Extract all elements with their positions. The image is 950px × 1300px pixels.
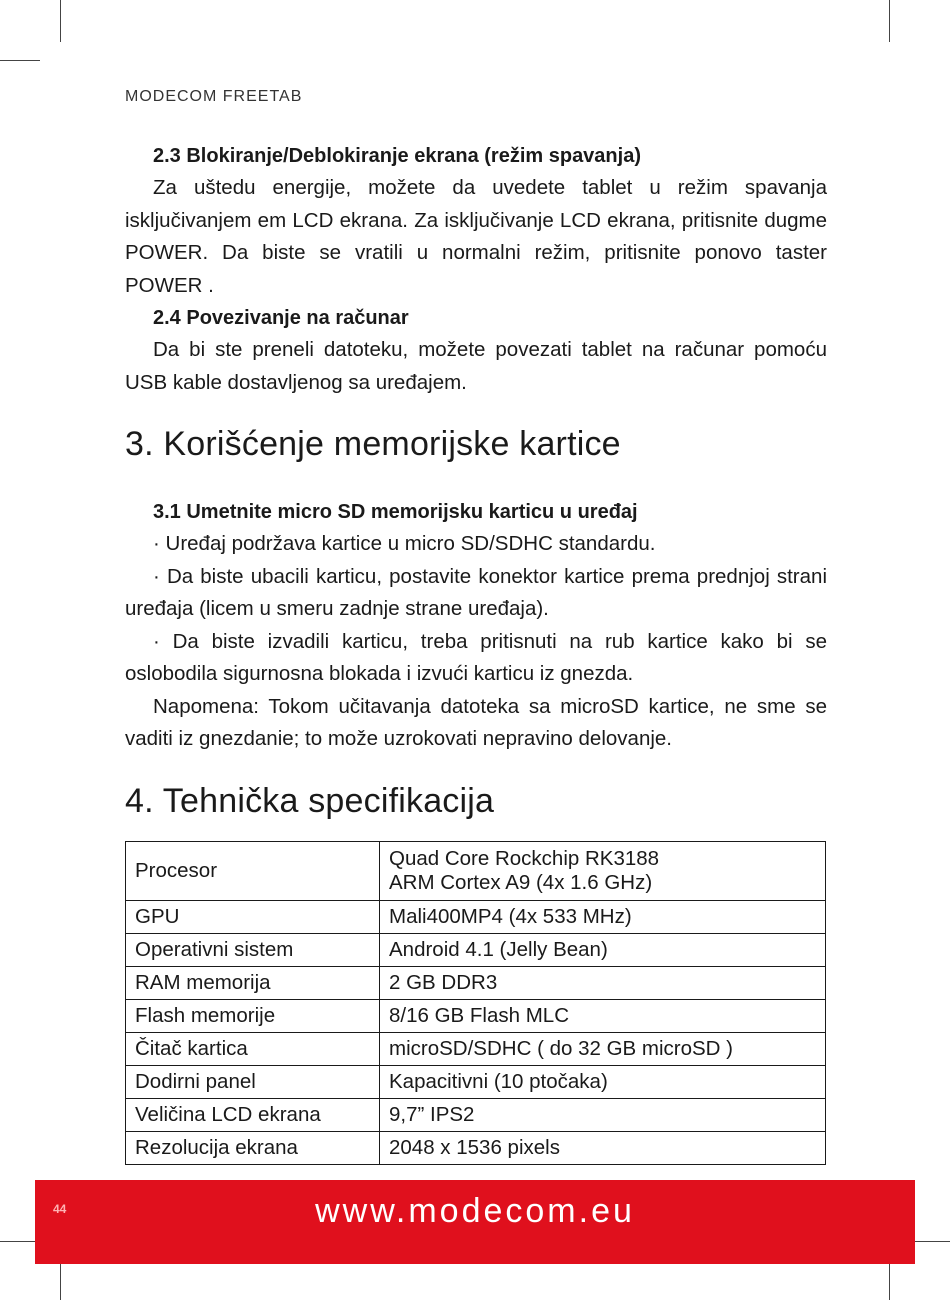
table-row — [126, 1098, 826, 1131]
spec-value: 8/16 GB Flash MLC — [380, 999, 826, 1032]
table-row — [126, 966, 826, 999]
spec-value: microSD/SDHC ( do 32 GB microSD ) — [380, 1032, 826, 1065]
spec-value: Android 4.1 (Jelly Bean) — [380, 933, 826, 966]
spec-value: 2048 x 1536 pixels — [380, 1131, 826, 1164]
table-row — [126, 1131, 826, 1164]
crop-mark — [0, 1241, 40, 1242]
spec-table — [125, 841, 826, 1165]
spec-value: Kapacitivni (10 ptočaka) — [380, 1065, 826, 1098]
section-2-4-text: Da bi ste preneli datoteku, možete povezati tablet na računar pomoću USB kable dostavljenog sa uređajem. — [125, 338, 827, 394]
section-4-heading: 4. Tehnička specifikacija — [125, 781, 495, 820]
footer-bar — [35, 1180, 915, 1264]
spec-label: Veličina LCD ekrana — [126, 1098, 380, 1131]
spec-value-line: Quad Core Rockchip RK3188 — [389, 846, 660, 870]
spec-value: 2 GB DDR3 — [380, 966, 826, 999]
section-3-heading: 3. Korišćenje memorijske kartice — [125, 425, 621, 463]
crop-mark — [0, 60, 40, 61]
spec-value: Mali400MP4 (4x 533 MHz) — [380, 900, 826, 933]
table-row — [126, 1065, 826, 1098]
footer-url: www.modecom.eu — [315, 1192, 635, 1230]
table-row — [126, 900, 826, 933]
crop-mark — [910, 1241, 950, 1242]
section-3-bullet: · Da biste ubacili karticu, postavite konektor kartice prema prednjoj strani uređaja (licem u smeru zadnje strane uređaja). — [125, 564, 827, 620]
section-2-3-text: Za uštedu energije, možete da uvedete tablet u režim spavanja isključivanjem em LCD ekrana. Za isključivanje LCD ekrana, pritisnite dugme POWER. Da biste se vratili u normalni režim, pritisnite ponovo taster POWER . — [125, 176, 827, 297]
page-content — [125, 140, 827, 1165]
section-3-bullet: · Uređaj podržava kartice u micro SD/SDHC standardu. — [153, 532, 656, 555]
spec-label: Flash memorije — [126, 999, 380, 1032]
table-row — [126, 933, 826, 966]
crop-mark — [60, 0, 61, 42]
table-row — [126, 841, 826, 900]
section-3-bullet: · Da biste izvadili karticu, treba pritisnuti na rub kartice kako bi se oslobodila sigurnosna blokada i izvući karticu iz gnezda. — [125, 629, 827, 685]
table-row — [126, 999, 826, 1032]
section-3-1-title: 3.1 Umetnite micro SD memorijsku karticu u uređaj — [153, 501, 638, 523]
section-3-note: Napomena: Tokom učitavanja datoteka sa microSD kartice, ne sme se vaditi iz gnezdanie; to može uzrokovati nepravino delovanje. — [125, 694, 827, 750]
spec-label: Rezolucija ekrana — [126, 1131, 380, 1164]
spec-label: GPU — [126, 900, 380, 933]
section-2-3-title: 2.3 Blokiranje/Deblokiranje ekrana (režim spavanja) — [153, 145, 641, 167]
page-number: 44 — [53, 1202, 67, 1216]
crop-mark — [889, 0, 890, 42]
page-header-brand: MODECOM FREETAB — [125, 88, 303, 105]
crop-mark — [889, 1262, 890, 1300]
spec-value: 9,7” IPS2 — [380, 1098, 826, 1131]
crop-mark — [60, 1262, 61, 1300]
spec-label: Operativni sistem — [126, 933, 380, 966]
table-row — [126, 1032, 826, 1065]
spec-value-line: ARM Cortex A9 (4x 1.6 GHz) — [389, 870, 653, 894]
spec-label: Dodirni panel — [126, 1065, 380, 1098]
section-2-4-title: 2.4 Povezivanje na računar — [153, 307, 409, 329]
spec-label: Procesor — [126, 841, 380, 900]
spec-label: RAM memorija — [126, 966, 380, 999]
spec-value — [380, 841, 826, 900]
spec-label: Čitač kartica — [126, 1032, 380, 1065]
